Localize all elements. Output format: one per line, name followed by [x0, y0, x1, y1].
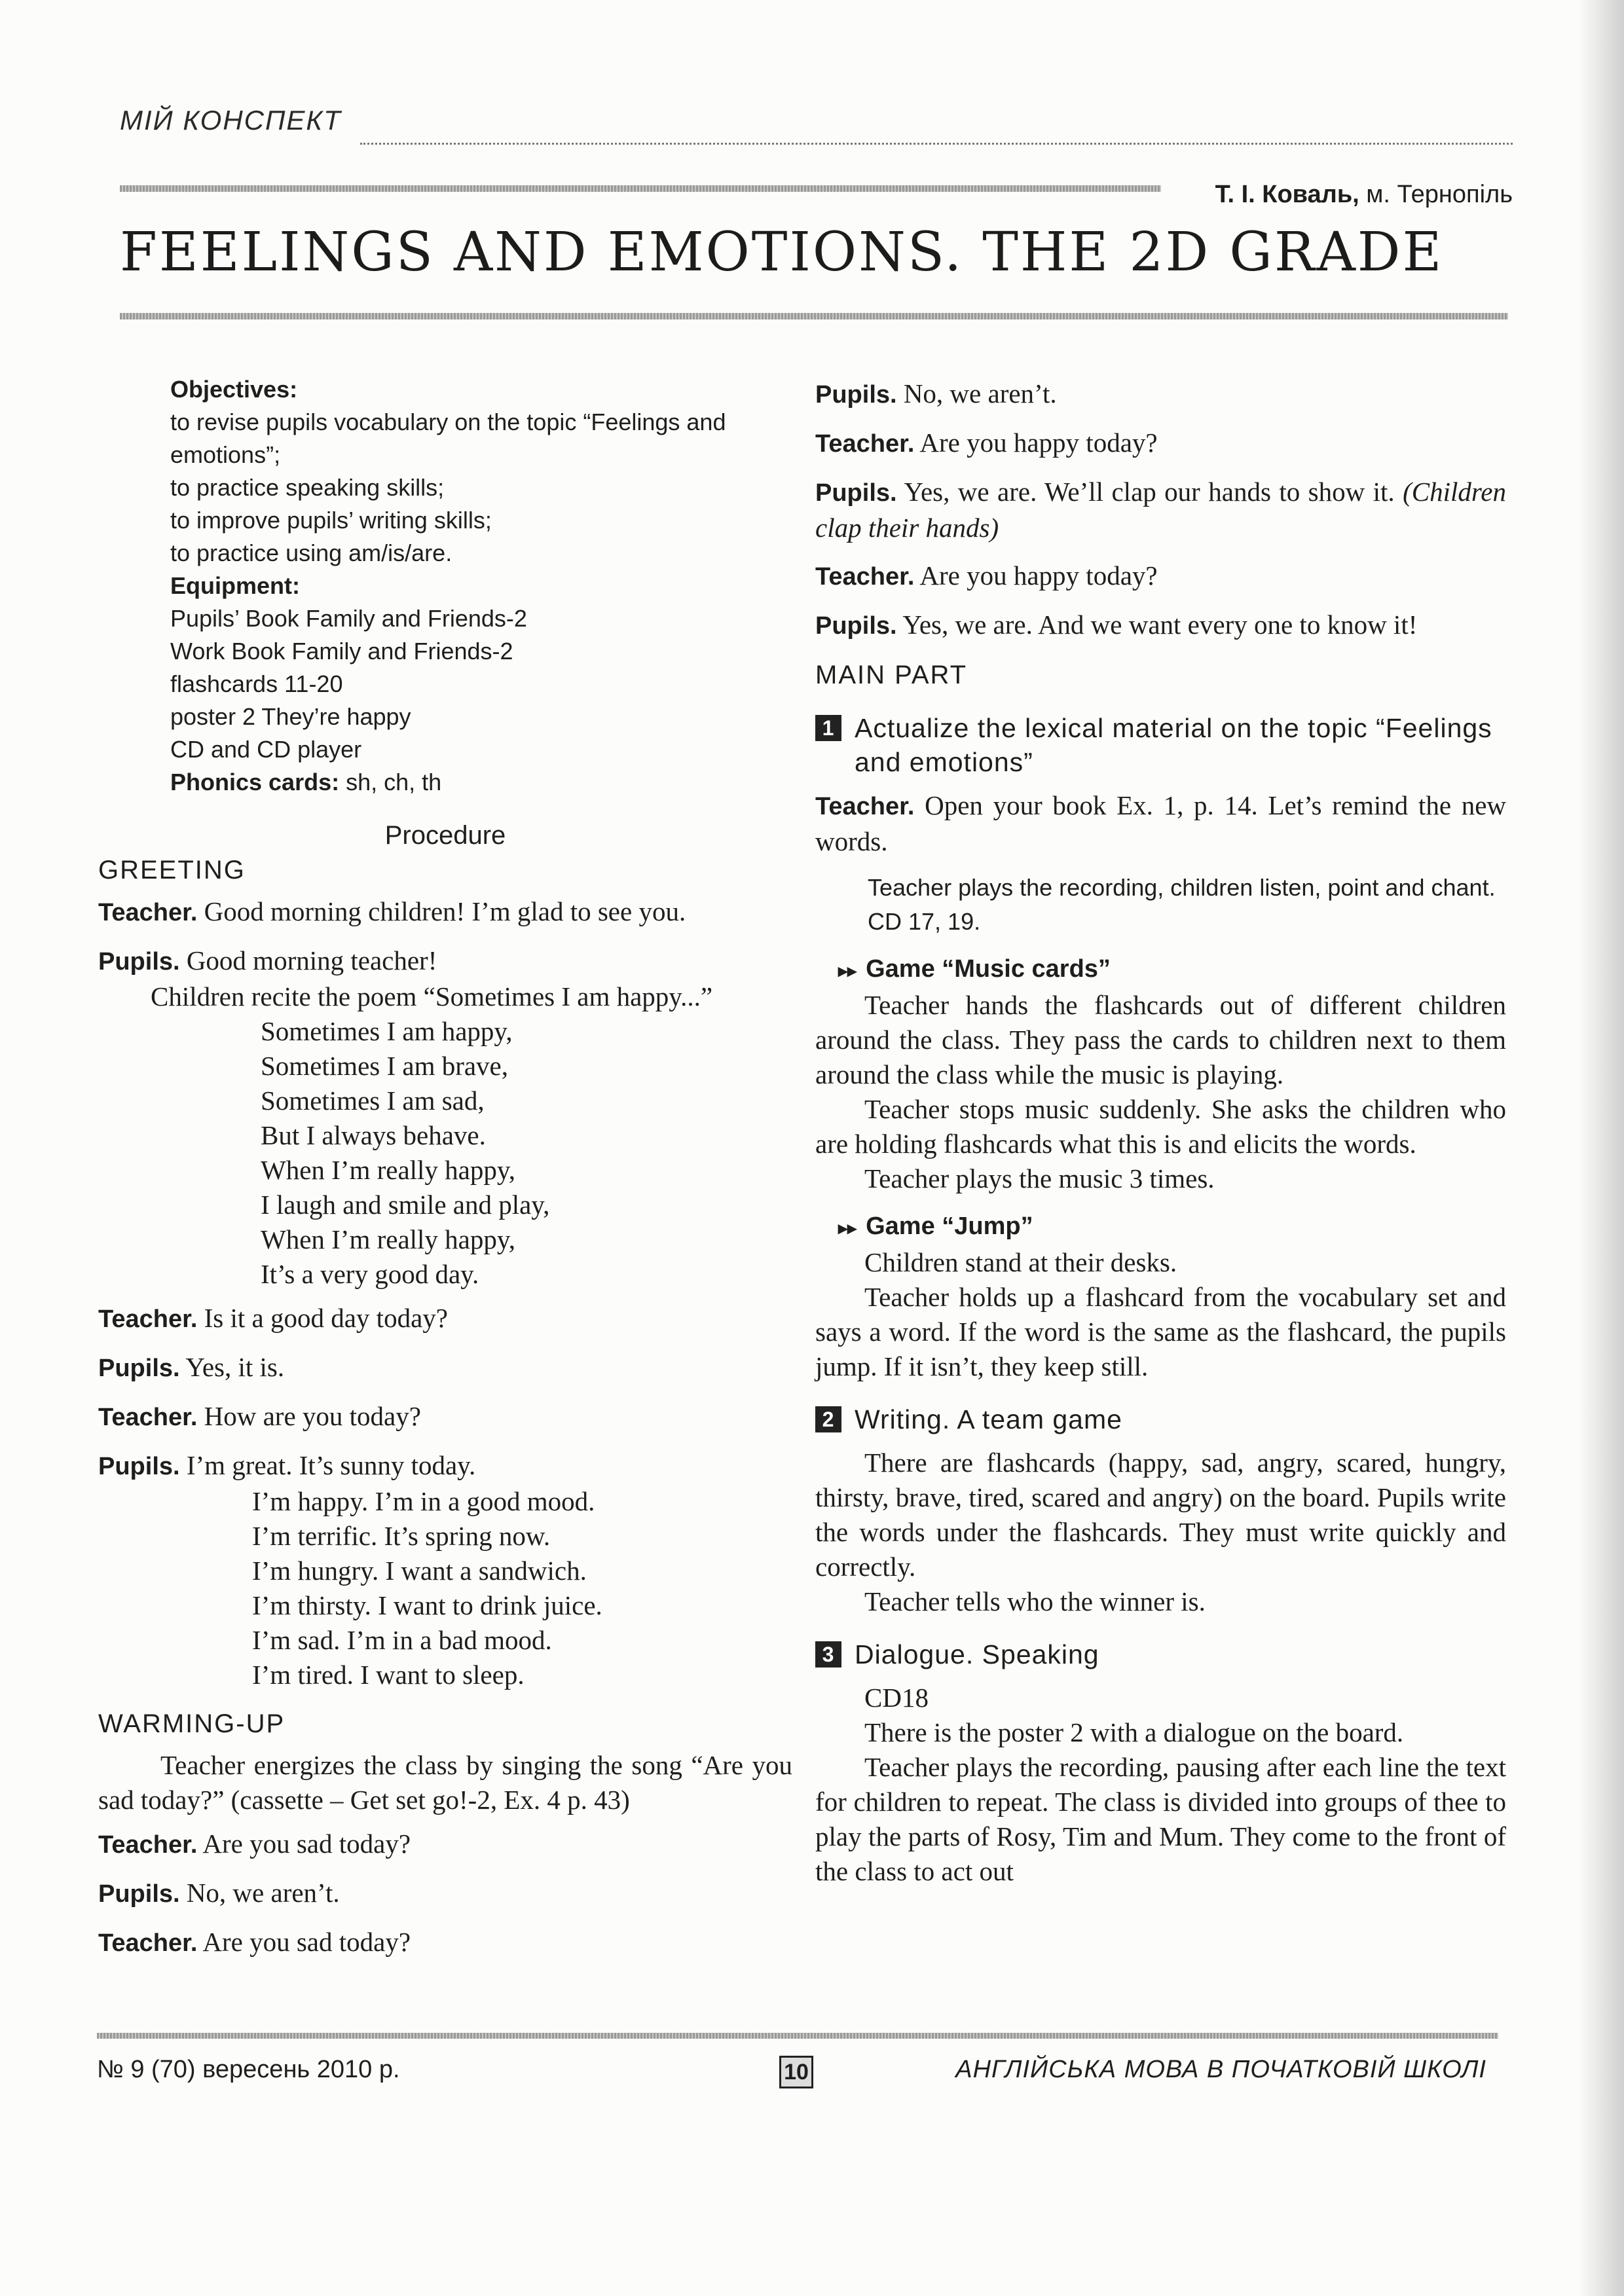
title-rule-bottom [120, 313, 1508, 319]
speaker-label: Teacher. [98, 1305, 198, 1333]
game-jump-title [838, 1209, 1506, 1245]
header-dotted-line [360, 143, 1513, 145]
dialogue-text: Open your book Ex. 1, p. 14. Let’s remind the new words. [815, 790, 1507, 856]
equipment-item: Pupils’ Book Family and Friends-2 [170, 605, 527, 632]
footer-rule [97, 2033, 1498, 2039]
answer-line: I’m happy. I’m in a good mood. [252, 1486, 595, 1516]
objective-item: to revise pupils vocabulary on the topic “Feelings and emotions”; [170, 409, 726, 468]
equipment-item: flashcards 11-20 [170, 670, 343, 697]
answer-line: I’m tired. I want to sleep. [252, 1660, 525, 1690]
journal-name: АНГЛІЙСЬКА МОВА В ПОЧАТКОВІЙ ШКОЛІ [955, 2056, 1486, 2083]
equipment-heading: Equipment: [170, 572, 300, 599]
warming-up-heading: WARMING-UP [98, 1709, 286, 1738]
speaker-label: Teacher. [98, 1831, 198, 1859]
main-part-heading: MAIN PART [815, 661, 968, 689]
author-city: м. Тернопіль [1366, 181, 1513, 208]
dialogue-text: Are you sad today? [202, 1829, 411, 1859]
objectives-block [170, 373, 792, 799]
game-title: Game “Music cards” [866, 955, 1111, 983]
game-paragraph: Teacher holds up a flashcard from the vocabulary set and says a word. If the word is the same as the flashcard, the pupils jump. If it isn’t, they keep still. [815, 1282, 1506, 1381]
answer-line: I’m hungry. I want a sandwich. [252, 1556, 587, 1586]
dialogue-line [98, 943, 792, 979]
page-edge-shadow [1578, 0, 1624, 2296]
objective-item: to practice speaking skills; [170, 474, 445, 501]
task-number-badge: 2 [815, 1406, 841, 1432]
speaker-label: Teacher. [98, 1929, 198, 1957]
dialogue-text: Yes, we are. We’ll clap our hands to show it. [904, 477, 1395, 507]
speaker-label: Teacher. [98, 1404, 198, 1431]
poem-intro: Children recite the poem “Sometimes I am happy...” [151, 981, 713, 1011]
dialogue-text: Yes, it is. [185, 1352, 285, 1382]
poem-line: Sometimes I am brave, [261, 1051, 509, 1081]
task-2-heading [815, 1402, 1506, 1436]
dialogue-line [815, 788, 1506, 859]
dialogue-line [98, 1925, 792, 1961]
task-paragraph: Teacher tells who the winner is. [864, 1586, 1206, 1616]
task-paragraph: There are flashcards (happy, sad, angry, scared, hungry, thirsty, brave, tired, scared and angry) on the board. Pupils write the words under the flashcards. They must write quickly and correctly. [815, 1448, 1506, 1582]
dialogue-line [98, 1399, 792, 1435]
dialogue-line [815, 426, 1506, 462]
dialogue-text: Are you sad today? [202, 1927, 411, 1957]
title-rule-top [120, 185, 1161, 192]
double-arrow-icon: ▸▸ [838, 1218, 857, 1238]
dialogue-text: Yes, we are. And we want every one to know it! [902, 610, 1418, 640]
poem-line: But I always behave. [261, 1120, 486, 1150]
speaker-label: Pupils. [815, 612, 897, 640]
dialogue-line [815, 608, 1506, 644]
teacher-note: Teacher plays the recording, children listen, point and chant. CD 17, 19. [868, 874, 1496, 935]
section-label: МІЙ КОНСПЕКТ [120, 105, 342, 136]
speaker-label: Pupils. [98, 1355, 180, 1382]
dialogue-line [98, 1876, 792, 1912]
author-name: Т. І. Коваль, [1215, 181, 1359, 208]
answer-line: I’m sad. I’m in a bad mood. [252, 1625, 552, 1655]
speaker-label: Pupils. [815, 381, 897, 409]
speaker-label: Pupils. [98, 1880, 180, 1908]
speaker-label: Pupils. [98, 948, 180, 975]
equipment-item: Work Book Family and Friends-2 [170, 638, 513, 665]
game-paragraph: Teacher plays the music 3 times. [864, 1163, 1215, 1194]
task-paragraph: Teacher plays the recording, pausing after each line the text for children to repeat. The class is divided into groups of thee to play the parts of Rosy, Tim and Mum. They come to the front of the class to act out [815, 1752, 1506, 1886]
warming-up-text: Teacher energizes the class by singing the song “Are you sad today?” (cassette – Get set go!-2, Ex. 4 p. 43) [98, 1750, 792, 1815]
double-arrow-icon: ▸▸ [838, 960, 857, 981]
dialogue-text: No, we aren’t. [186, 1878, 340, 1908]
task-paragraph: There is the poster 2 with a dialogue on the board. [864, 1717, 1404, 1747]
cd-reference: CD18 [864, 1683, 929, 1713]
task-1-heading [815, 711, 1506, 779]
task-3-heading [815, 1637, 1506, 1671]
answer-line: I’m thirsty. I want to drink juice. [252, 1590, 602, 1620]
dialogue-line [98, 1448, 792, 1484]
dialogue-text: I’m great. It’s sunny today. [186, 1450, 476, 1480]
game-title: Game “Jump” [866, 1212, 1033, 1240]
dialogue-line [815, 475, 1506, 545]
left-column [98, 373, 792, 1974]
stage-direction: (Children clap their hands) [815, 477, 1507, 543]
page-number: 10 [779, 2056, 813, 2088]
article-title: FEELINGS AND EMOTIONS. THE 2D GRADE [120, 221, 1444, 283]
dialogue-line [98, 1827, 792, 1863]
issue-info: № 9 (70) вересень 2010 р. [97, 2056, 400, 2083]
poem-line: Sometimes I am happy, [261, 1016, 513, 1046]
task-number-badge: 3 [815, 1641, 841, 1667]
answer-line: I’m terrific. It’s spring now. [252, 1521, 551, 1551]
poem [261, 1014, 792, 1292]
objective-item: to practice using am/is/are. [170, 539, 452, 566]
dialogue-line [98, 1301, 792, 1337]
dialogue-line [815, 376, 1506, 412]
dialogue-line [98, 1350, 792, 1386]
greeting-heading: GREETING [98, 856, 246, 884]
speaker-label: Pupils. [98, 1453, 180, 1480]
dialogue-text: Are you happy today? [919, 428, 1158, 458]
game-paragraph: Teacher hands the flashcards out of different children around the class. They pass the cards to children next to them around the class while the music is playing. [815, 990, 1506, 1089]
task-title: Actualize the lexical material on the topic “Feelings and emotions” [855, 713, 1492, 777]
dialogue-text: No, we aren’t. [903, 378, 1057, 409]
speaker-label: Pupils. [815, 479, 897, 507]
speaker-label: Teacher. [98, 899, 198, 926]
game-paragraph: Children stand at their desks. [864, 1247, 1177, 1277]
objective-item: to improve pupils’ writing skills; [170, 507, 492, 534]
speaker-label: Teacher. [815, 563, 915, 591]
speaker-label: Teacher. [815, 793, 915, 820]
poem-line: Sometimes I am sad, [261, 1085, 485, 1116]
task-number-badge: 1 [815, 715, 841, 741]
dialogue-line [815, 558, 1506, 594]
task-title: Dialogue. Speaking [855, 1639, 1099, 1669]
poem-line: When I’m really happy, [261, 1155, 515, 1185]
task-title: Writing. A team game [855, 1404, 1122, 1434]
procedure-label: Procedure [384, 821, 506, 850]
dialogue-text: Good morning children! I’m glad to see you. [204, 896, 686, 926]
pupil-answers [252, 1484, 792, 1692]
game-music-cards-title [838, 952, 1506, 988]
dialogue-text: How are you today? [204, 1401, 421, 1431]
phonics-label: Phonics cards: [170, 769, 340, 795]
equipment-item: CD and CD player [170, 736, 362, 763]
dialogue-line [98, 894, 792, 930]
game-paragraph: Teacher stops music suddenly. She asks the children who are holding flashcards what this is and elicits the words. [815, 1094, 1506, 1159]
poem-line: I laugh and smile and play, [261, 1190, 550, 1220]
poem-line: When I’m really happy, [261, 1224, 515, 1254]
objectives-heading: Objectives: [170, 376, 298, 403]
author-line [1215, 181, 1513, 209]
right-column [815, 376, 1506, 1889]
dialogue-text: Are you happy today? [919, 560, 1158, 591]
equipment-item: poster 2 They’re happy [170, 703, 411, 730]
dialogue-text: Good morning teacher! [186, 945, 437, 975]
dialogue-text: Is it a good day today? [204, 1303, 448, 1333]
speaker-label: Teacher. [815, 430, 915, 458]
poem-line: It’s a very good day. [261, 1259, 479, 1289]
phonics-value: sh, ch, th [346, 769, 442, 795]
